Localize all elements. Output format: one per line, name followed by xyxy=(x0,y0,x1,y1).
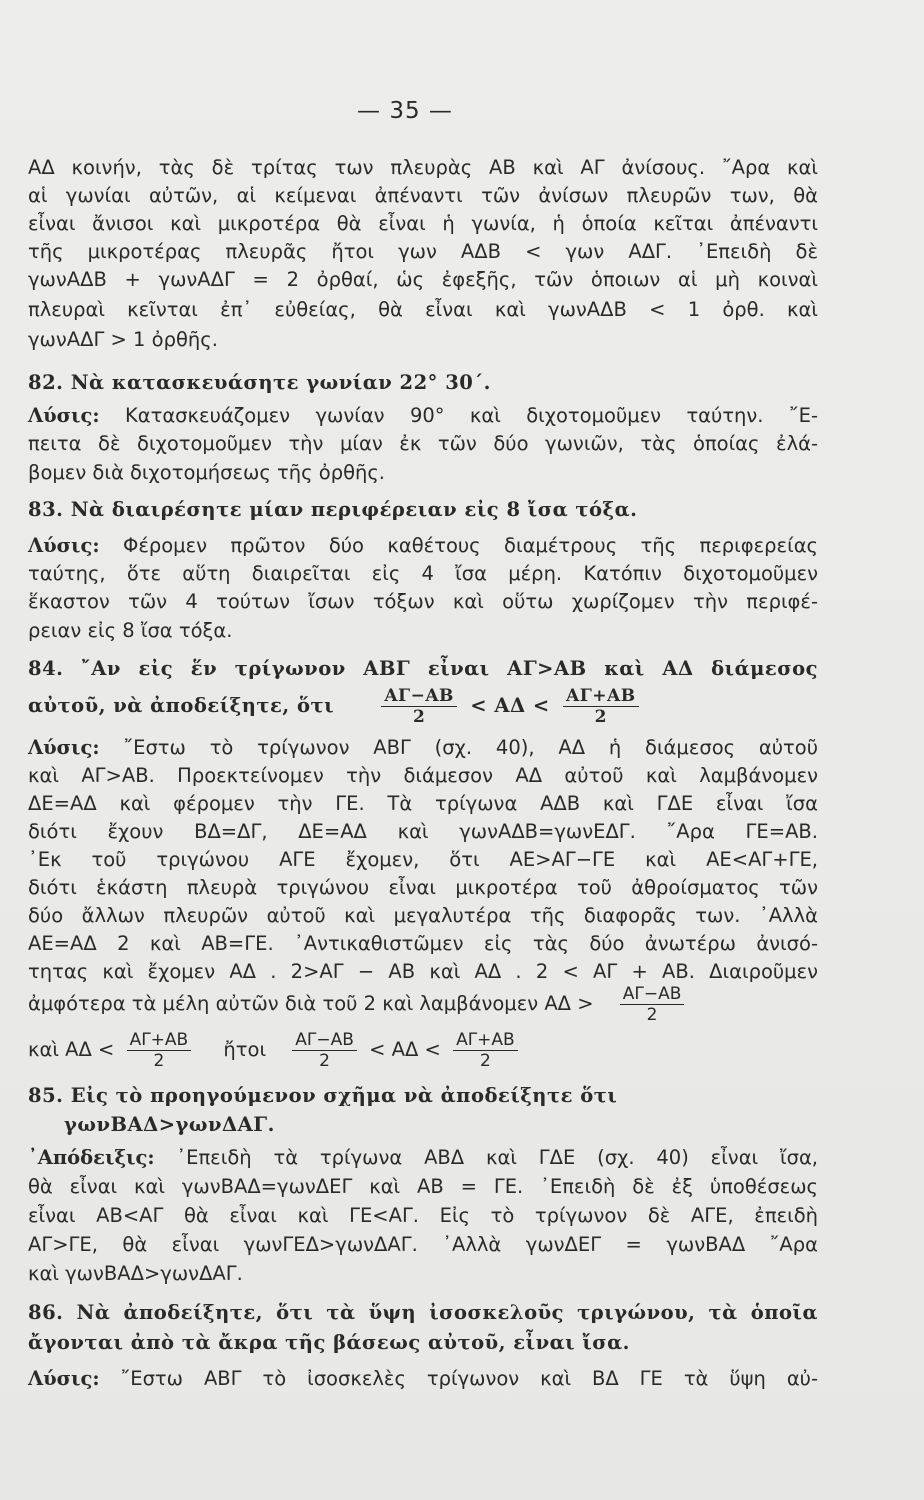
inequality-text: < ΑΔ < xyxy=(470,694,550,717)
fraction-denominator: 2 xyxy=(412,707,426,727)
text-line xyxy=(28,735,818,761)
problem-86-statement: ἄγονται ἀπὸ τὰ ἄκρα τῆς βάσεως αὐτοῦ, εἶναι ἴσα. xyxy=(28,1331,630,1354)
fraction-numerator: ΑΓ+ΑΒ xyxy=(563,686,639,707)
text-line: πλευραὶ κεῖνται ἐπ᾿ εὐθείας, θὰ εἶναι καὶ γωνΑΔΒ < 1 ὀρθ. καὶ xyxy=(28,298,818,321)
text-line: ΑΔ κοινήν, τὰς δὲ τρίτας των πλευρὰς ΑΒ καὶ ΑΓ ἀνίσους. ῎Αρα καὶ xyxy=(28,156,818,179)
text-span: αὐτοῦ, νὰ ἀποδείξητε, ὅτι xyxy=(28,694,335,717)
text-span: Κατασκευάζομεν γωνίαν 90° καὶ διχοτομοῦμεν ταύτην. ῎Ε- xyxy=(124,404,818,427)
text-line: ΑΓ>ΓΕ, θὰ εἶναι γωνΓΕΔ>γωνΔΑΓ. ᾿Αλλὰ γωνΔΕΓ = γωνΒΑΔ ῎Αρα xyxy=(28,1233,818,1256)
problem-84-heading: 84. ῎Αν εἰς ἕν τρίγωνον ΑΒΓ εἶναι ΑΓ>ΑΒ καὶ ΑΔ διάμεσος xyxy=(28,657,818,680)
text-span: Φέρομεν πρῶτον δύο καθέτους διαμέτρους τῆς περιφερείας xyxy=(122,534,818,557)
fraction-difference xyxy=(620,984,685,1025)
proof-label: ᾿Απόδειξις: xyxy=(28,1146,155,1169)
text-span: ῎Εστω ΑΒΓ τὸ ἰσοσκελὲς τρίγωνον καὶ ΒΔ ΓΕ τὰ ὕψη αὐ- xyxy=(120,1367,818,1390)
text-line: καὶ ΑΓ>ΑΒ. Προεκτείνομεν τὴν διάμεσον ΑΔ αὐτοῦ καὶ λαμβάνομεν xyxy=(28,764,818,787)
text-span: ἤτοι xyxy=(223,1038,267,1061)
text-line: πειτα δὲ διχοτομοῦμεν τὴν μίαν ἐκ τῶν δύο γωνιῶν, τὰς ὁποίας ἐλά- xyxy=(28,432,818,455)
fraction-sum xyxy=(453,1030,518,1071)
fraction-numerator: ΑΓ−ΑΒ xyxy=(292,1030,357,1051)
text-line xyxy=(28,1145,818,1171)
text-line: ρειαν εἰς 8 ἴσα τόξα. xyxy=(28,619,233,642)
text-line: βομεν διὰ διχοτομήσεως τῆς ὀρθῆς. xyxy=(28,461,386,484)
text-line: τητας καὶ ἔχομεν ΑΔ . 2>ΑΓ − ΑΒ καὶ ΑΔ . 2 < ΑΓ + ΑΒ. Διαιροῦμεν xyxy=(28,960,818,983)
text-line: γωνΑΔΒ + γωνΑΔΓ = 2 ὀρθαί, ὡς ἐφεξῆς, τῶν ὁποιων αἱ μὴ κοιναὶ xyxy=(28,268,818,291)
text-line: ΑΕ=ΑΔ 2 καὶ ΑΒ=ΓΕ. ᾿Αντικαθιστῶμεν εἰς τὰς δύο ἀνωτέρω ἀνισό- xyxy=(28,932,818,955)
text-line: καὶ γωνΒΑΔ>γωνΔΑΓ. xyxy=(28,1262,243,1285)
problem-85-heading: 85. Εἰς τὸ προηγούμενον σχῆμα νὰ ἀποδείξητε ὅτι xyxy=(28,1084,618,1107)
text-line: εἶναι ΑΒ<ΑΓ θὰ εἶναι καὶ ΓΕ<ΑΓ. Εἰς τὸ τρίγωνον δὲ ΑΓΕ, ἐπειδὴ xyxy=(28,1204,818,1227)
text-line xyxy=(28,984,818,1025)
text-line xyxy=(28,533,818,559)
solution-label: Λύσις: xyxy=(28,404,100,427)
problem-82-heading: 82. Νὰ κατασκευάσητε γωνίαν 22° 30΄. xyxy=(28,371,491,394)
solution-label: Λύσις: xyxy=(28,1367,100,1390)
inequality-text: < ΑΔ < xyxy=(369,1038,441,1061)
problem-85-statement: γωνΒΑΔ>γωνΔΑΓ. xyxy=(64,1113,275,1136)
fraction-denominator: 2 xyxy=(153,1051,165,1071)
fraction-difference xyxy=(292,1030,357,1071)
text-span: ῎Εστω τὸ τρίγωνον ΑΒΓ (σχ. 40), ΑΔ ἡ διάμεσος αὐτοῦ xyxy=(123,736,818,759)
fraction-sum xyxy=(563,686,639,727)
fraction-numerator: ΑΓ−ΑΒ xyxy=(381,686,457,707)
text-line: δύο ἄλλων πλευρῶν αὐτοῦ καὶ μεγαλυτέρα τῆς διαφορᾶς των. ᾿Αλλὰ xyxy=(28,904,818,927)
text-line: διότι ἑκάστη πλευρὰ τριγώνου εἶναι μικροτέρα τοῦ ἀθροίσματος τῶν xyxy=(28,876,818,899)
text-span: καὶ ΑΔ < xyxy=(28,1038,115,1061)
text-line: αἱ γωνίαι αὐτῶν, αἱ κείμεναι ἀπέναντι τῶν ἀνίσων πλευρῶν των, θὰ xyxy=(28,184,818,207)
fraction-denominator: 2 xyxy=(479,1051,491,1071)
fraction-denominator: 2 xyxy=(319,1051,330,1071)
text-span: ἀμφότερα τὰ μέλη αὐτῶν διὰ τοῦ 2 καὶ λαμβάνομεν ΑΔ > xyxy=(28,992,594,1015)
fraction-denominator: 2 xyxy=(646,1005,658,1025)
text-line: θὰ εἶναι καὶ γωνΒΑΔ=γωνΔΕΓ καὶ ΑΒ = ΓΕ. ᾿Επειδὴ δὲ ἐξ ὑποθέσεως xyxy=(28,1175,818,1198)
problem-84-statement xyxy=(28,686,818,727)
text-line xyxy=(28,1366,818,1392)
text-line: διότι ἔχουν ΒΔ=ΔΓ, ΔΕ=ΑΔ καὶ γωνΑΔΒ=γωνΕΔΓ. ῎Αρα ΓΕ=ΑΒ. xyxy=(28,820,818,843)
fraction-numerator: ΑΓ+ΑΒ xyxy=(453,1030,518,1051)
solution-label: Λύσις: xyxy=(28,736,100,759)
problem-86-heading: 86. Νὰ ἀποδείξητε, ὅτι τὰ ὕψη ἰσοσκελοῦς τριγώνου, τὰ ὁποῖα xyxy=(28,1301,818,1324)
text-line: ΔΕ=ΑΔ καὶ φέρομεν τὴν ΓΕ. Τὰ τρίγωνα ΑΔΒ καὶ ΓΔΕ εἶναι ἴσα xyxy=(28,792,818,815)
text-line: ᾿Εκ τοῦ τριγώνου ΑΓΕ ἔχομεν, ὅτι ΑΕ>ΑΓ−ΓΕ καὶ ΑΕ<ΑΓ+ΓΕ, xyxy=(28,848,818,871)
problem-83-heading: 83. Νὰ διαιρέσητε μίαν περιφέρειαν εἰς 8 ἴσα τόξα. xyxy=(28,498,638,521)
solution-label: Λύσις: xyxy=(28,534,100,557)
fraction-numerator: ΑΓ−ΑΒ xyxy=(620,984,685,1005)
text-line: γωνΑΔΓ > 1 ὀρθῆς. xyxy=(28,328,218,351)
text-line: ἕκαστον τῶν 4 τούτων ἴσων τόξων καὶ οὕτω χωρίζομεν τὴν περιφέ- xyxy=(28,590,818,613)
fraction-numerator: ΑΓ+ΑΒ xyxy=(127,1030,192,1051)
text-line: εἶναι ἄνισοι καὶ μικροτέρα θὰ εἶναι ἡ γωνία, ἡ ὁποία κεῖται ἀπέναντι xyxy=(28,212,818,235)
text-line xyxy=(28,403,818,429)
fraction-denominator: 2 xyxy=(594,707,607,727)
fraction-sum xyxy=(127,1030,192,1071)
page-number: — 35 — xyxy=(357,98,453,124)
text-line: ταύτης, ὅτε αὕτη διαιρεῖται εἰς 4 ἴσα μέρη. Κατόπιν διχοτομοῦμεν xyxy=(28,562,818,585)
text-line xyxy=(28,1030,818,1071)
fraction-difference xyxy=(381,686,457,727)
text-line: τῆς μικροτέρας πλευρᾶς ἤτοι γων ΑΔΒ < γων ΑΔΓ. ᾿Επειδὴ δὲ xyxy=(28,240,818,263)
text-span: ᾿Επειδὴ τὰ τρίγωνα ΑΒΔ καὶ ΓΔΕ (σχ. 40) εἶναι ἴσα, xyxy=(176,1146,819,1169)
